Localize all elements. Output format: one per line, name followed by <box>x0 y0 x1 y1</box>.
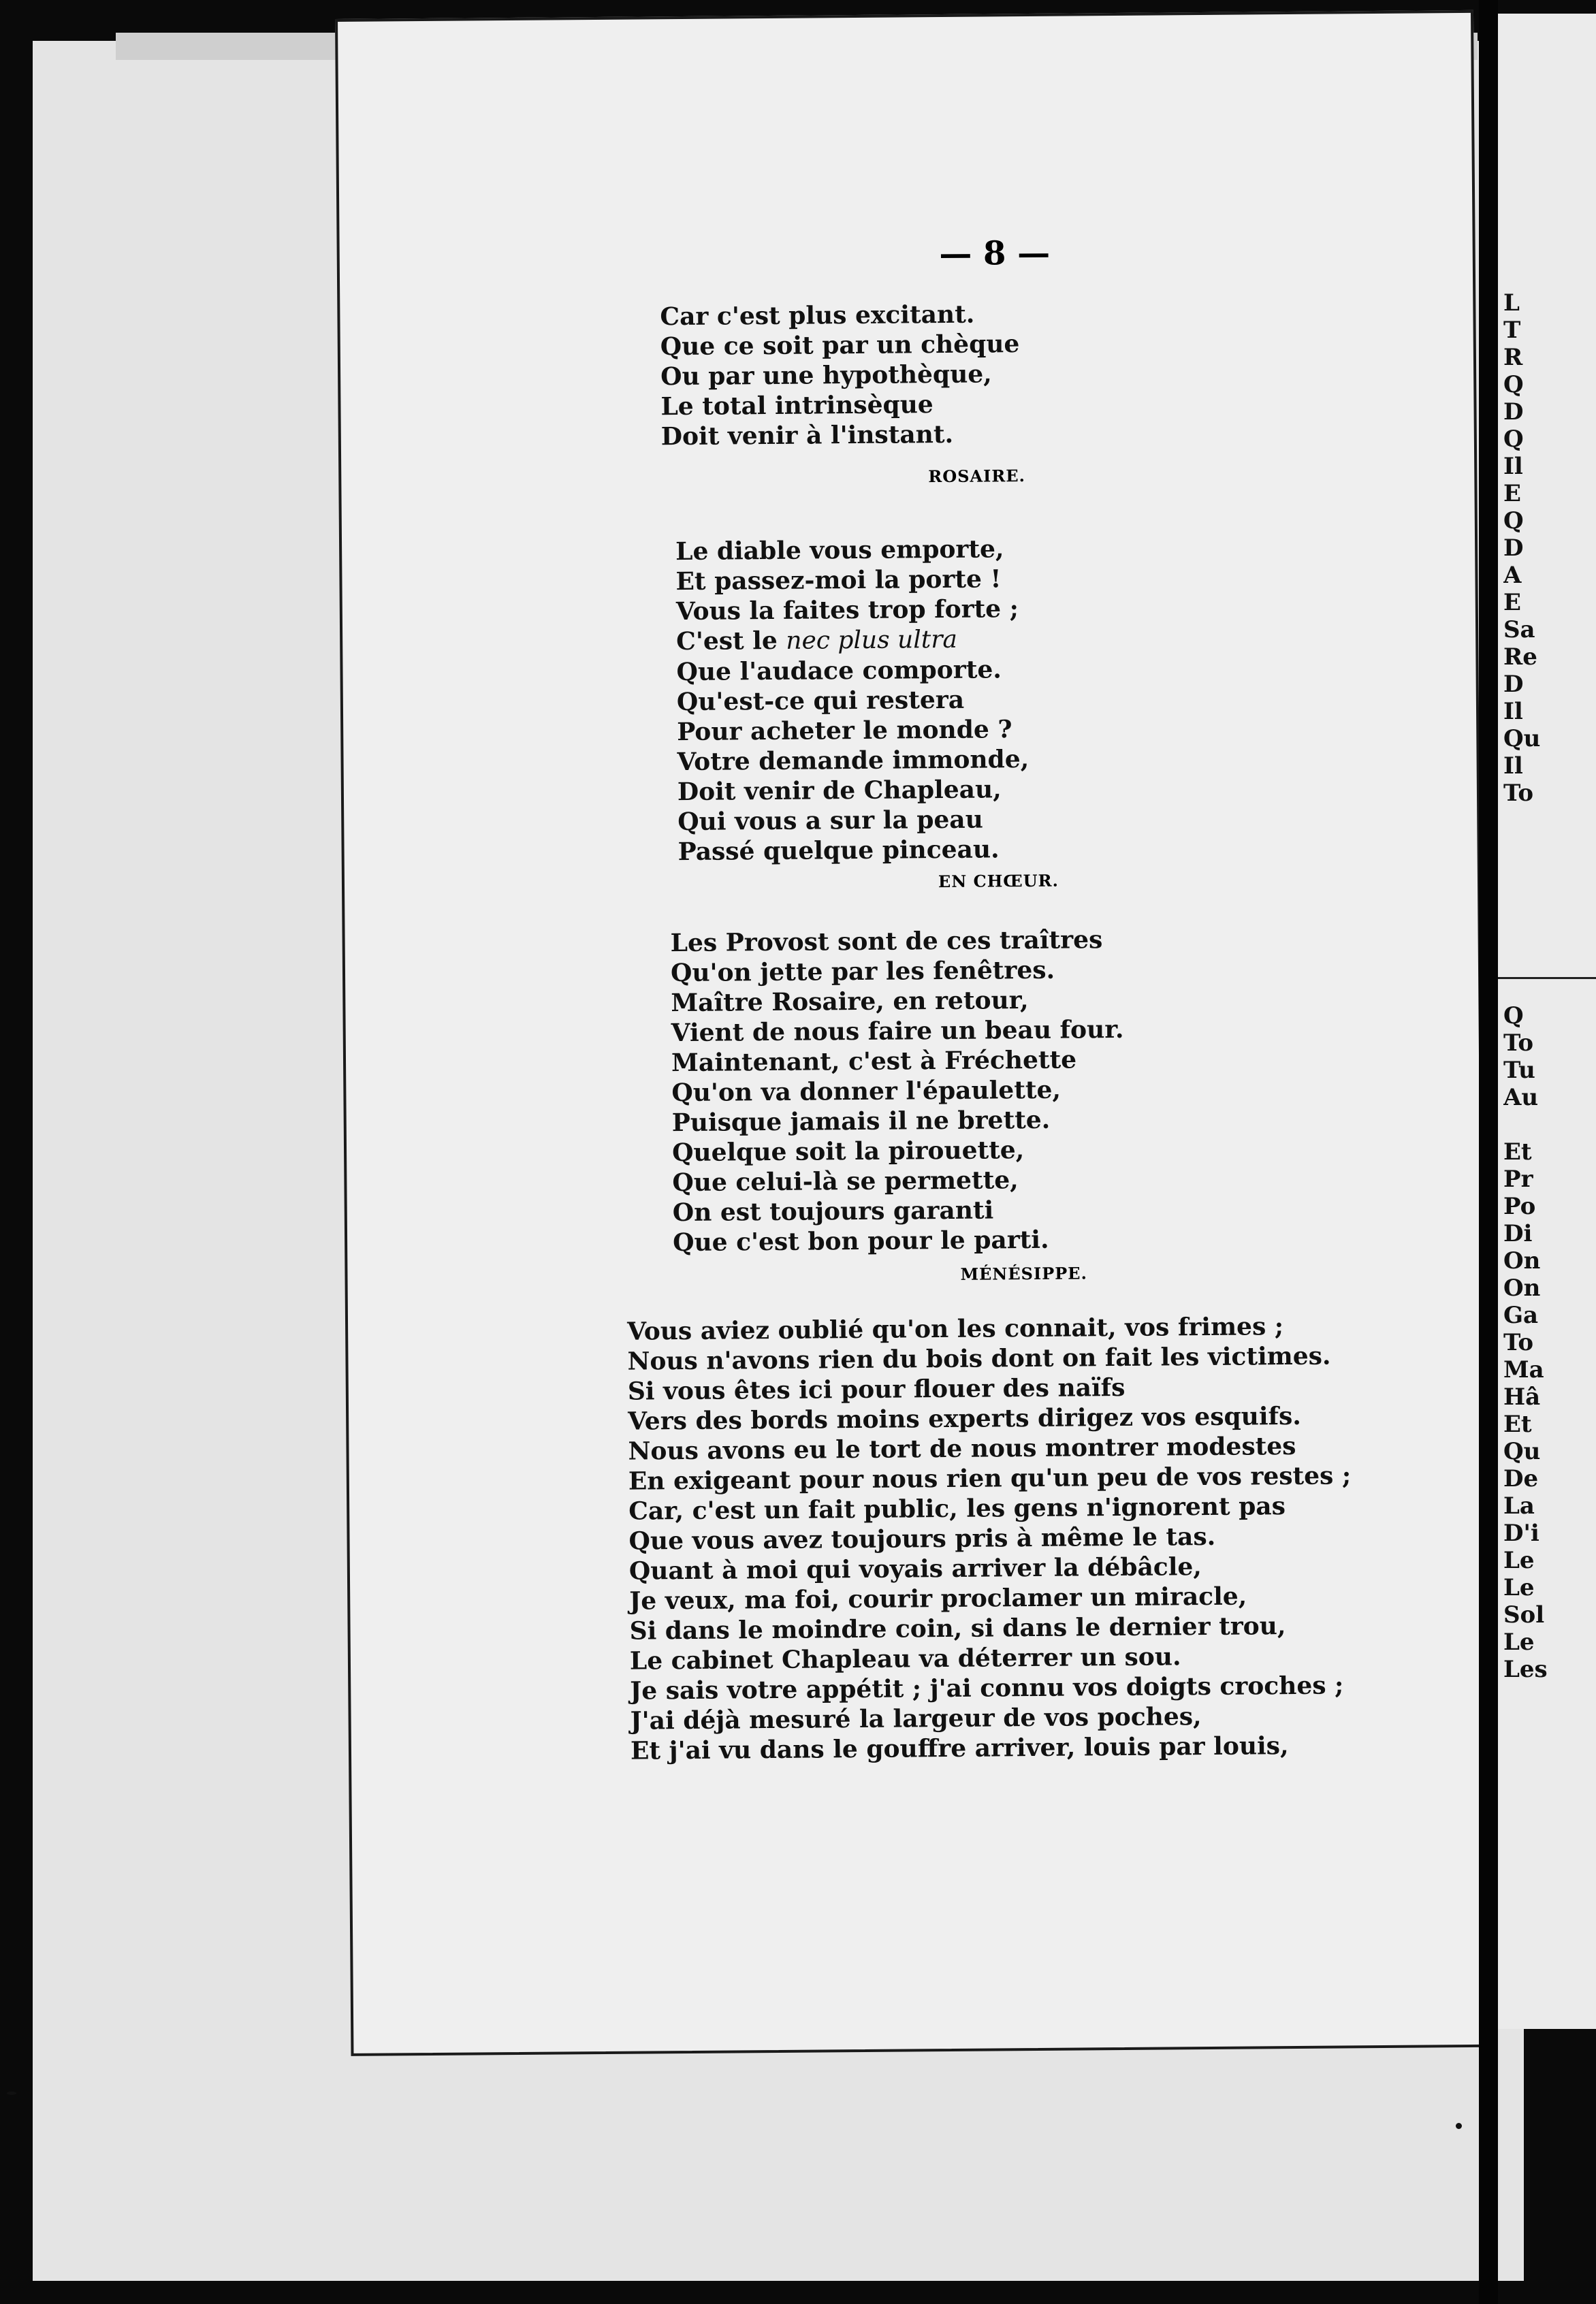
verse-line: Qu'on va donner l'épaulette, <box>671 1075 1062 1108</box>
facing-line: To <box>1503 1329 1534 1356</box>
dust-speck <box>1456 2123 1462 2129</box>
verse-line: J'ai déjà mesuré la largeur de vos poches, <box>630 1702 1202 1735</box>
verse-line: Vient de nous faire un beau four. <box>671 1014 1124 1048</box>
verse-line: Si dans le moindre coin, si dans le dernier trou, <box>629 1612 1286 1646</box>
verse-line: Car, c'est un fait public, les gens n'ignorent pas <box>628 1492 1286 1526</box>
verse-line: Maître Rosaire, en retour, <box>671 986 1029 1018</box>
verse-line: Doit venir à l'instant. <box>660 419 954 451</box>
facing-line: Di <box>1503 1220 1533 1247</box>
facing-line: On <box>1503 1247 1541 1275</box>
facing-line: Ma <box>1503 1356 1544 1383</box>
facing-line: Sa <box>1503 616 1535 643</box>
verse-line: On est toujours garanti <box>672 1196 994 1228</box>
facing-page-rule <box>1498 977 1596 979</box>
verse-line: Je sais votre appétit ; j'ai connu vos doigts croches ; <box>630 1671 1344 1706</box>
verse-line: Puisque jamais il ne brette. <box>671 1105 1051 1138</box>
facing-line: On <box>1503 1275 1541 1302</box>
verse-line: Que c'est bon pour le parti. <box>672 1225 1049 1258</box>
verse-line: Doit venir de Chapleau, <box>677 775 1002 807</box>
facing-line: Il <box>1503 752 1523 780</box>
speaker-menesippe: MÉNÉSIPPE. <box>960 1263 1088 1284</box>
facing-line: R <box>1503 344 1523 371</box>
verse-prefix: C'est le <box>676 626 786 656</box>
facing-line: Ga <box>1503 1302 1539 1329</box>
verse-line: Qu'est-ce qui restera <box>676 685 965 717</box>
facing-line: D <box>1503 398 1524 426</box>
verse-line: Quelque soit la pirouette, <box>671 1136 1025 1168</box>
facing-line: D'i <box>1503 1520 1539 1547</box>
speaker-choeur: EN CHŒUR. <box>938 870 1059 892</box>
facing-line: Q <box>1503 1002 1524 1029</box>
verse-line: Que celui-là se permette, <box>672 1166 1019 1198</box>
verse-line: Quant à moi qui voyais arriver la débâcle, <box>628 1552 1202 1586</box>
verse-line: Nous avons eu le tort de nous montrer modestes <box>628 1431 1296 1466</box>
verse-line: Que ce soit par un chèque <box>660 330 1020 362</box>
facing-line: Qu <box>1503 1438 1541 1465</box>
verse-line: Que l'audace comporte. <box>676 655 1002 687</box>
latin-phrase: nec plus ultra <box>786 625 958 655</box>
facing-page-text-top <box>1503 289 1540 807</box>
facing-line: Au <box>1503 1084 1539 1111</box>
facing-line: De <box>1503 1465 1539 1492</box>
verse-line: Je veux, ma foi, courir proclamer un miracle, <box>629 1582 1247 1616</box>
speaker-rosaire: ROSAIRE. <box>928 466 1026 487</box>
facing-line: Le <box>1503 1574 1535 1601</box>
facing-line: To <box>1503 1029 1534 1057</box>
facing-line: Po <box>1503 1193 1536 1220</box>
verse-line: Passé quelque pinceau. <box>677 835 1000 867</box>
verse-line: Les Provost sont de ces traîtres <box>670 925 1103 958</box>
verse-line: Vous aviez oublié qu'on les connait, vos frimes ; <box>626 1312 1284 1346</box>
facing-line: To <box>1503 780 1534 807</box>
facing-line: E <box>1503 480 1521 507</box>
verse-line: En exigeant pour nous rien qu'un peu de vos restes ; <box>628 1461 1352 1496</box>
verse-line: Le cabinet Chapleau va déterrer un sou. <box>629 1642 1181 1676</box>
verse-line: Le total intrinsèque <box>660 390 933 421</box>
facing-line: Et <box>1503 1411 1532 1438</box>
facing-line: La <box>1503 1492 1535 1520</box>
verse-line: Car c'est plus excitant. <box>660 300 975 332</box>
facing-line: Hâ <box>1503 1383 1541 1411</box>
verse-line: Maintenant, c'est à Fréchette <box>671 1045 1077 1078</box>
facing-page-text-bottom <box>1503 1002 1548 1683</box>
verse-line: Qu'on jette par les fenêtres. <box>670 955 1055 988</box>
facing-line: Il <box>1503 698 1523 725</box>
verse-line: Votre demande immonde, <box>677 745 1030 777</box>
verse-line: Et j'ai vu dans le gouffre arriver, louis par louis, <box>630 1731 1289 1765</box>
facing-line: D <box>1503 534 1524 562</box>
verse-line-latin <box>676 624 1028 657</box>
facing-line: Le <box>1503 1629 1535 1656</box>
book-page <box>335 10 1489 2056</box>
facing-line: Et <box>1503 1138 1532 1166</box>
facing-line: E <box>1503 589 1521 616</box>
facing-line: Q <box>1503 426 1524 453</box>
verse-line: Vers des bords moins experts dirigez vos esquifs. <box>628 1401 1301 1436</box>
verse-line: Qui vous a sur la peau <box>677 805 983 837</box>
dust-speck <box>7 2092 16 2095</box>
facing-line: Qu <box>1503 725 1541 752</box>
facing-line: Sol <box>1503 1601 1545 1629</box>
verse-line: Nous n'avons rien du bois dont on fait les victimes. <box>627 1341 1331 1376</box>
facing-line: T <box>1503 317 1521 344</box>
facing-line: A <box>1503 562 1522 589</box>
verse-line: Et passez-moi la porte ! <box>675 564 1002 596</box>
facing-line: D <box>1503 671 1524 698</box>
facing-line: Q <box>1503 371 1524 398</box>
page-number: — 8 — <box>939 234 1051 274</box>
verse-line: Si vous êtes ici pour flouer des naïfs <box>627 1373 1126 1406</box>
facing-line: Le <box>1503 1547 1535 1574</box>
verse-line: Le diable vous emporte, <box>675 534 1004 566</box>
verse-line: Pour acheter le monde ? <box>677 715 1012 747</box>
facing-line: Pr <box>1503 1166 1533 1193</box>
facing-line: Il <box>1503 453 1523 480</box>
book-gutter <box>1479 0 1498 2304</box>
stanza-1 <box>660 299 1020 451</box>
stanza-3 <box>671 925 1126 1258</box>
facing-line: L <box>1503 289 1520 317</box>
verse-line: Vous la faites trop forte ; <box>675 594 1019 626</box>
facing-line <box>1503 1111 1548 1138</box>
stanza-4 <box>627 1311 1353 1765</box>
facing-line: Tu <box>1503 1057 1535 1084</box>
verse-line: Que vous avez toujours pris à même le tas. <box>628 1522 1216 1556</box>
stanza-2 <box>675 534 1030 867</box>
verse-line: Ou par une hypothèque, <box>660 359 992 391</box>
facing-line: Re <box>1503 643 1537 671</box>
facing-line: Les <box>1503 1656 1548 1683</box>
facing-line: Q <box>1503 507 1524 534</box>
